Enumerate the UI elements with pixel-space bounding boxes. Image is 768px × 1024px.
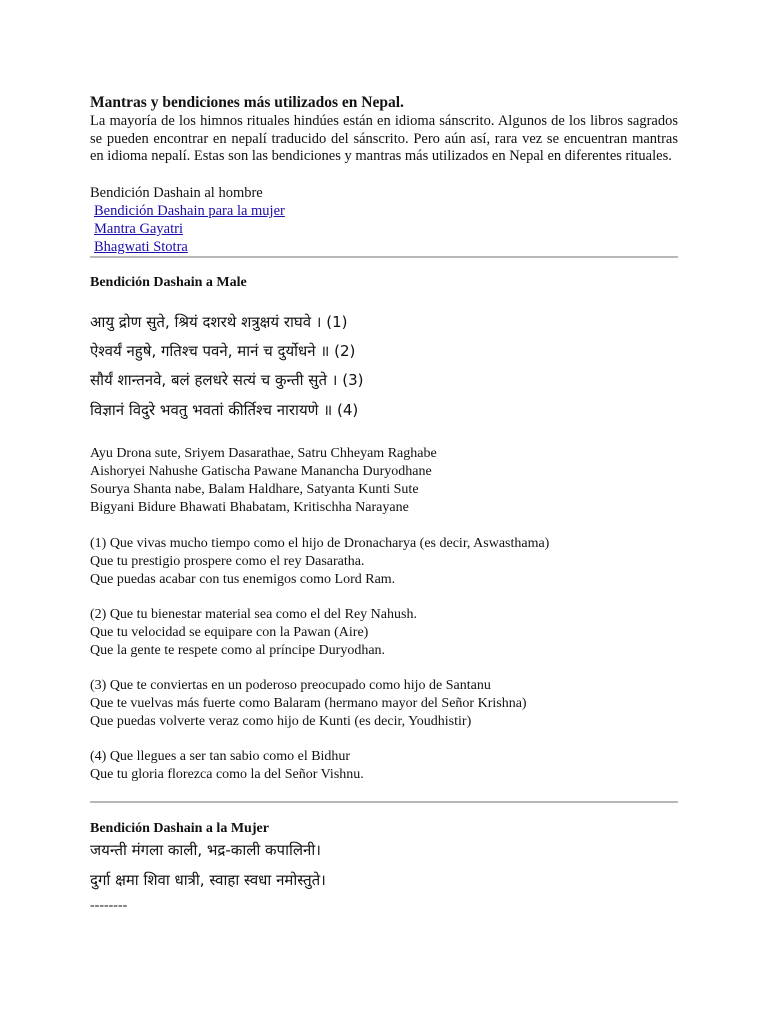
sanskrit-verse-1: आयु द्रोण सुते, श्रियं दशरथे शत्रुक्षयं राघवे । (1) — [90, 313, 348, 331]
meaning-line: Que la gente te respete como al príncipe Duryodhan. — [90, 643, 386, 658]
sanskrit-verse-4: विज्ञानं विदुरे भवतु भवतां कीर्तिश्च नारायणे ॥ (4) — [90, 401, 359, 419]
sanskrit-verse-female-1: जयन्ती मंगला काली, भद्र-काली कपालिनी। — [90, 841, 321, 859]
meaning-line: Que tu velocidad se equipare con la Pawan (Aire) — [90, 625, 369, 640]
toc-item-male: Bendición Dashain al hombre — [90, 185, 263, 201]
sanskrit-verse-2: ऐश्वर्यं नहुषे, गतिश्च पवने, मानं च दुर्योधने ॥ (2) — [90, 342, 356, 360]
transliteration-line: Ayu Drona sute, Sriyem Dasarathae, Satru Chheyam Raghabe — [90, 446, 437, 461]
transliteration-block — [90, 445, 437, 517]
meaning-block-3 — [90, 677, 527, 731]
toc-link-bhagwati-stotra[interactable]: Bhagwati Stotra — [94, 239, 188, 255]
meaning-line: (3) Que te conviertas en un poderoso preocupado como hijo de Santanu — [90, 678, 491, 693]
section-title-female: Bendición Dashain a la Mujer — [90, 821, 269, 836]
transliteration-line: Aishoryei Nahushe Gatischa Pawane Manancha Duryodhane — [90, 464, 432, 479]
section-divider — [90, 256, 678, 258]
intro-paragraph: La mayoría de los himnos rituales hindúes están en idioma sánscrito. Algunos de los libros sagrados se pueden encontrar en nepalí traducido del sánscrito. Pero aún así, rara vez se encuentran mantras en idioma nepalí. Estas son las bendiciones y mantras más utilizados en Nepal en diferentes rituales. — [90, 113, 678, 164]
meaning-line: (4) Que llegues a ser tan sabio como el Bidhur — [90, 749, 351, 764]
meaning-line: Que puedas volverte veraz como hijo de Kunti (es decir, Youdhistir) — [90, 714, 472, 729]
toc-link-gayatri-mantra[interactable]: Mantra Gayatri — [94, 221, 183, 237]
meaning-line: Que puedas acabar con tus enemigos como Lord Ram. — [90, 572, 396, 587]
sanskrit-verse-3: सौर्यं शान्तनवे, बलं हलधरे सत्यं च कुन्ती सुते । (3) — [90, 371, 364, 389]
toc-link-female-blessing[interactable]: Bendición Dashain para la mujer — [94, 203, 285, 219]
meaning-block-4 — [90, 748, 364, 784]
page-title: Mantras y bendiciones más utilizados en Nepal. — [90, 94, 404, 111]
transliteration-line: Sourya Shanta nabe, Balam Haldhare, Satyanta Kunti Sute — [90, 482, 419, 497]
meaning-line: Que tu gloria florezca como la del Señor Vishnu. — [90, 767, 364, 782]
section-title-male: Bendición Dashain a Male — [90, 275, 247, 290]
transliteration-line: Bigyani Bidure Bhawati Bhabatam, Kritischha Narayane — [90, 500, 409, 515]
meaning-line: (1) Que vivas mucho tiempo como el hijo de Dronacharya (es decir, Aswasthama) — [90, 536, 550, 551]
sanskrit-verse-female-2: दुर्गा क्षमा शिवा धात्री, स्वाहा स्वधा नमोस्तुते। — [90, 871, 326, 889]
meaning-line: Que te vuelvas más fuerte como Balaram (hermano mayor del Señor Krishna) — [90, 696, 527, 711]
dash-separator: -------- — [90, 898, 128, 913]
meaning-line: Que tu prestigio prospere como el rey Dasaratha. — [90, 554, 365, 569]
meaning-line: (2) Que tu bienestar material sea como el del Rey Nahush. — [90, 607, 417, 622]
meaning-block-1 — [90, 535, 549, 589]
meaning-block-2 — [90, 606, 417, 660]
section-divider — [90, 801, 678, 803]
